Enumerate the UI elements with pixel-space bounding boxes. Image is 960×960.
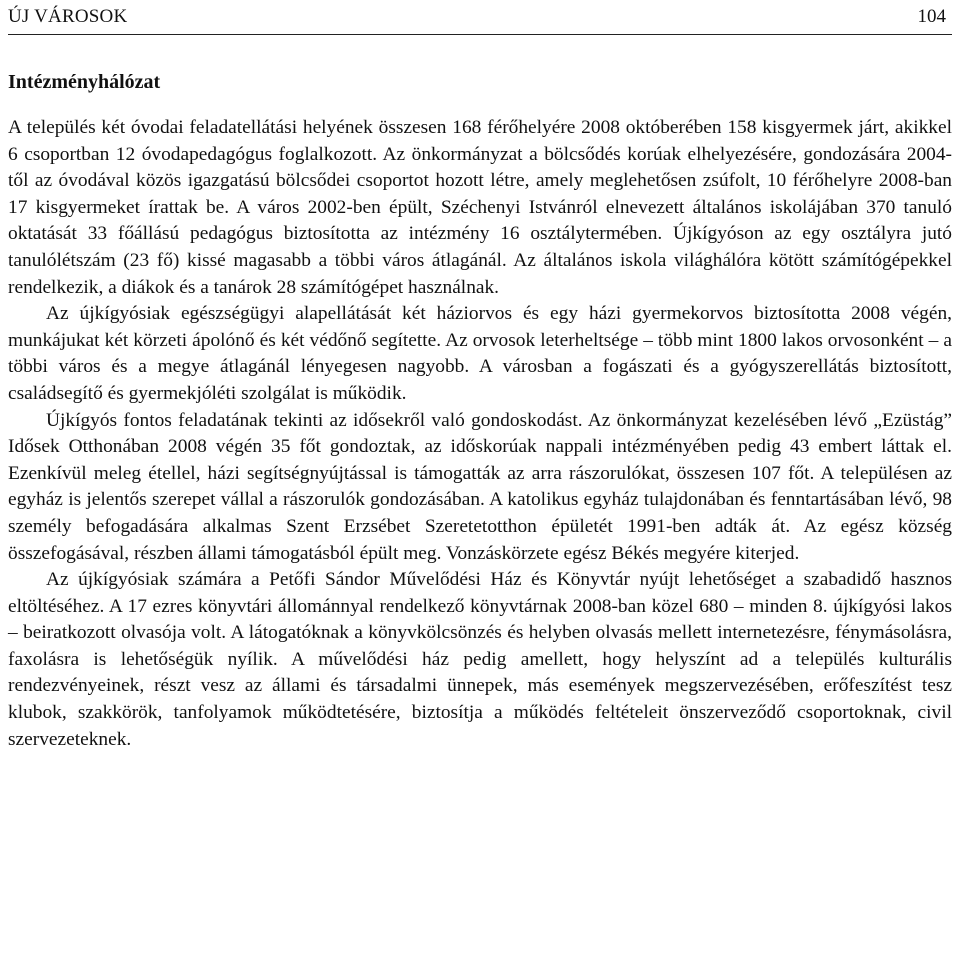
document-page bbox=[8, 0, 952, 753]
section-heading: Intézményhálózat bbox=[8, 71, 161, 93]
paragraph-healthcare: Az újkígyósiak egészségügyi alapellátását két háziorvos és egy házi gyermekorvos biztosította 2008 végén, munkájukat két körzeti ápolónő és két védőnő segítette. Az orvosok leterheltsége – több mint 1800 lakos orvosonként – a többi város és a megye átlagánál lényegesen nagyobb. A városban a fogászati és a gyógyszerellátás biztosított, családsegítő és gyermekjóléti szolgálat is működik. bbox=[8, 303, 952, 404]
running-title: ÚJ VÁROSOK bbox=[8, 6, 128, 27]
paragraph-education: A település két óvodai feladatellátási helyének összesen 168 férőhelyére 2008 októberében 158 kisgyermek járt, akikkel 6 csoportban 12 óvodapedagógus foglalkozott. Az önkormányzat a bölcsődés korúak elhelyezésére, gondozására 2004-től az óvodával közös igazgatású bölcsődei csoportot hozott létre, amely meglehetősen zsúfolt, 10 férőhelyre 2008-ban 17 kisgyermeket írattak be. A város 2002-ben épült, Széchenyi Istvánról elnevezett általános iskolájában 370 tanuló oktatását 33 főállású pedagógus biztosította az intézmény 16 osztálytermében. Újkígyóson az egy osztályra jutó tanulólétszám (23 fő) kissé magasabb a többi város átlagánál. Az általános iskola világhálóra kötött számítógépekkel rendelkezik, a diákok és a tanárok 28 számítógépet használnak. bbox=[8, 117, 952, 298]
body-text bbox=[8, 115, 952, 753]
paragraph-elderly-care: Újkígyós fontos feladatának tekinti az idősekről való gondoskodást. Az önkormányzat kezelésében lévő „Ezüstág” Idősek Otthonában 2008 végén 35 főt gondoztak, az időskorúak nappali intézményében pedig 43 embert láttak el. Ezenkívül meleg étellel, házi segítségnyújtással is támogatták az arra rászorulókat, összesen 107 főt. A településen az egyház is jelentős szerepet vállal a rászorulók gondozásában. A katolikus egyház tulajdonában és fenntartásában lévő, 98 személy befogadására alkalmas Szent Erzsébet Szeretetotthon épületét 1991-ben adták át. Az egész község összefogásával, részben állami támogatásból épült meg. Vonzáskörzete egész Békés megyére kiterjed. bbox=[8, 409, 952, 564]
page-number: 104 bbox=[917, 6, 946, 27]
running-header bbox=[8, 0, 952, 35]
paragraph-culture: Az újkígyósiak számára a Petőfi Sándor Művelődési Ház és Könyvtár nyújt lehetőséget a szabadidő hasznos eltöltéséhez. A 17 ezres könyvtári állománnyal rendelkező könyvtárnak 2008-ban közel 680 – minden 8. újkígyósi lakos – beiratkozott olvasója volt. A látogatóknak a könyvkölcsönzés és helyben olvasás mellett internetezésre, fénymásolásra, faxolásra is lehetőségük nyílik. A művelődési ház pedig amellett, hogy helyszínt ad a település kulturális rendezvényeinek, részt vesz az állami és társadalmi ünnepek, más események megszervezésében, erőfeszítést tesz klubok, szakkörök, tanfolyamok működtetésére, biztosítja a működés feltételeit önszerveződő csoportoknak, civil szervezeteknek. bbox=[8, 569, 952, 750]
